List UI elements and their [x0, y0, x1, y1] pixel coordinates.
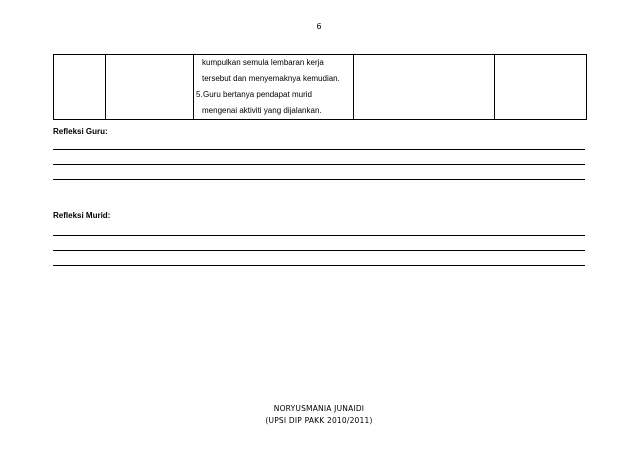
reflection-line	[53, 149, 585, 150]
table-row	[54, 55, 587, 120]
step-text: Guru bertanya pendapat murid	[203, 90, 312, 99]
refleksi-murid-title: Refleksi Murid:	[53, 211, 111, 220]
reflection-line	[53, 179, 585, 180]
table-cell-2	[106, 55, 194, 120]
table-cell-1	[54, 55, 106, 120]
step-line	[194, 87, 353, 103]
refleksi-guru-title: Refleksi Guru:	[53, 127, 108, 136]
step-line	[194, 71, 353, 87]
footer-affiliation: (UPSI DIP PAKK 2010/2011)	[265, 416, 373, 425]
reflection-line	[53, 235, 585, 236]
page-number: 6	[316, 22, 322, 31]
step-number: 5.	[196, 90, 203, 99]
reflection-line	[53, 164, 585, 165]
step-line	[194, 103, 353, 119]
footer-author: NORYUSMANIA JUNAIDI	[273, 404, 365, 413]
reflection-line	[53, 250, 585, 251]
step-text: mengenai aktiviti yang dijalankan.	[202, 106, 322, 115]
step-text: tersebut dan menyemaknya kemudian.	[202, 74, 340, 83]
lesson-plan-table	[53, 54, 587, 120]
step-line	[194, 55, 353, 71]
reflection-line	[53, 265, 585, 266]
table-cell-steps	[194, 55, 354, 120]
step-text: kumpulkan semula lembaran kerja	[202, 58, 324, 67]
table-cell-5	[495, 55, 587, 120]
table-cell-4	[354, 55, 495, 120]
